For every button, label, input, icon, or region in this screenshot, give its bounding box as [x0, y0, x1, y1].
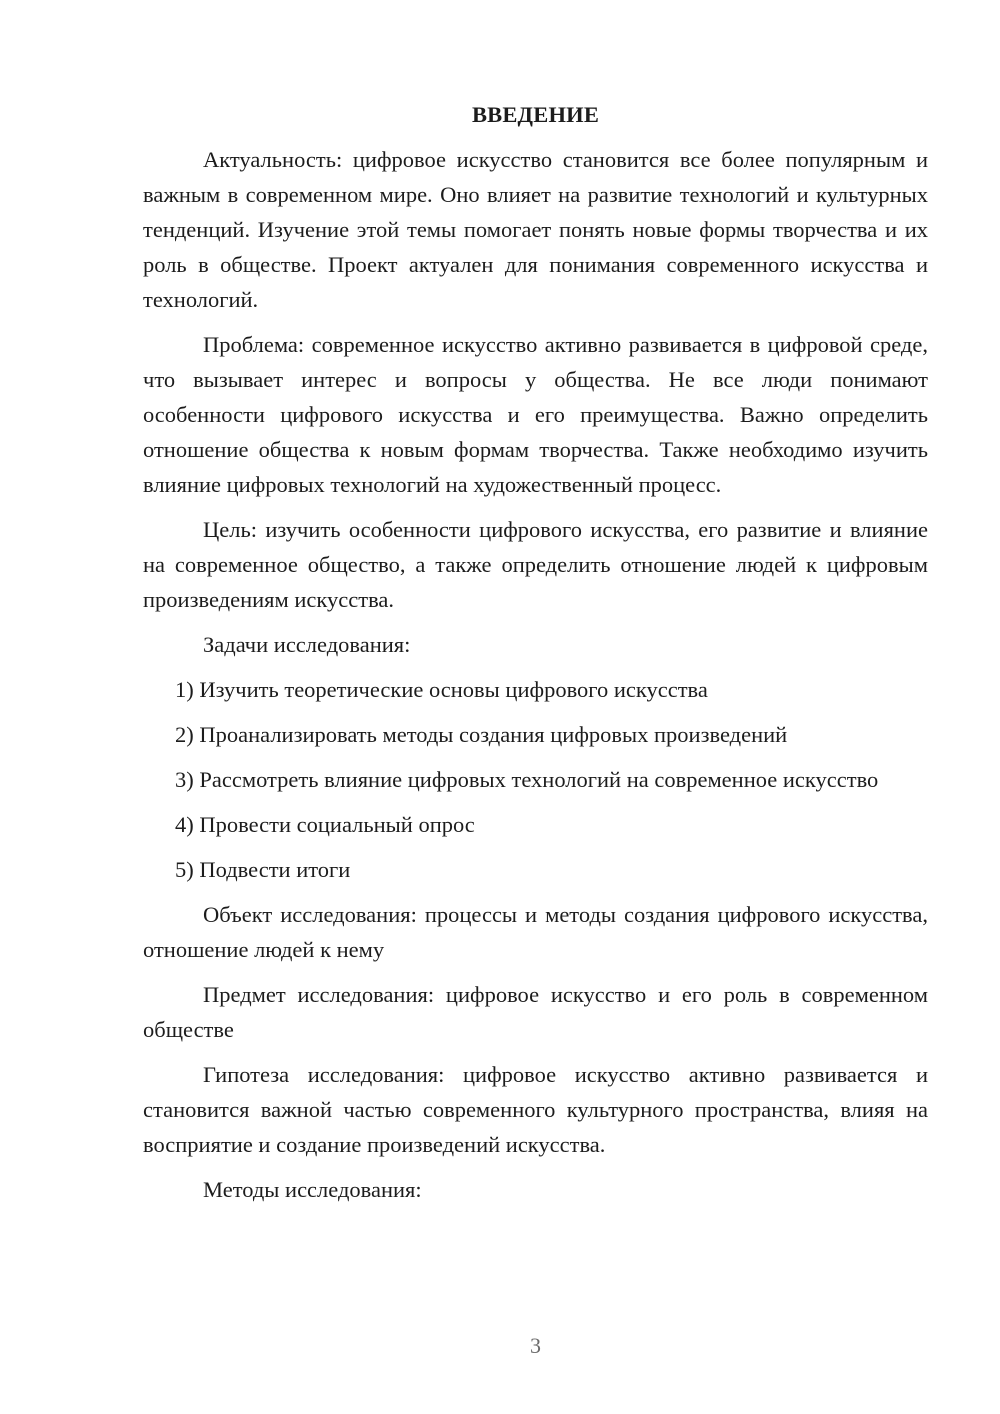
paragraph-problem: Проблема: современное искусство активно развивается в цифровой среде, что вызывает интерес и вопросы у общества. Не все люди понимают особенности цифрового искусства и его преимущества. Важно определить отношение общества к новым формам творчества. Также необходимо изучить влияние цифровых технологий на художественный процесс. — [143, 332, 928, 497]
paragraph-hypothesis: Гипотеза исследования: цифровое искусство активно развивается и становится важной частью современного культурного пространства, влияя на восприятие и создание произведений искусства. — [143, 1062, 928, 1157]
paragraph-object: Объект исследования: процессы и методы создания цифрового искусства, отношение людей к нему — [143, 902, 928, 962]
document-body — [143, 97, 928, 1217]
page-number: 3 — [530, 1333, 541, 1358]
task-item-3: 3) Рассмотреть влияние цифровых технологий на современное искусство — [175, 767, 879, 792]
task-item-2: 2) Проанализировать методы создания цифровых произведений — [175, 722, 788, 747]
paragraph-goal: Цель: изучить особенности цифрового искусства, его развитие и влияние на современное общество, а также определить отношение людей к цифровым произведениям искусства. — [143, 517, 928, 612]
paragraph-subject: Предмет исследования: цифровое искусство и его роль в современном обществе — [143, 982, 928, 1042]
task-item-4: 4) Провести социальный опрос — [175, 812, 475, 837]
section-title: ВВЕДЕНИЕ — [471, 102, 600, 127]
task-item-1: 1) Изучить теоретические основы цифрового искусства — [175, 677, 708, 702]
paragraph-methods: Методы исследования: — [203, 1177, 422, 1202]
paragraph-tasks-heading: Задачи исследования: — [203, 632, 411, 657]
paragraph-relevance: Актуальность: цифровое искусство становится все более популярным и важным в современном мире. Оно влияет на развитие технологий и культурных тенденций. Изучение этой темы помогает понять новые формы творчества и их роль в обществе. Проект актуален для понимания современного искусства и технологий. — [143, 147, 928, 312]
task-item-5: 5) Подвести итоги — [175, 857, 351, 882]
